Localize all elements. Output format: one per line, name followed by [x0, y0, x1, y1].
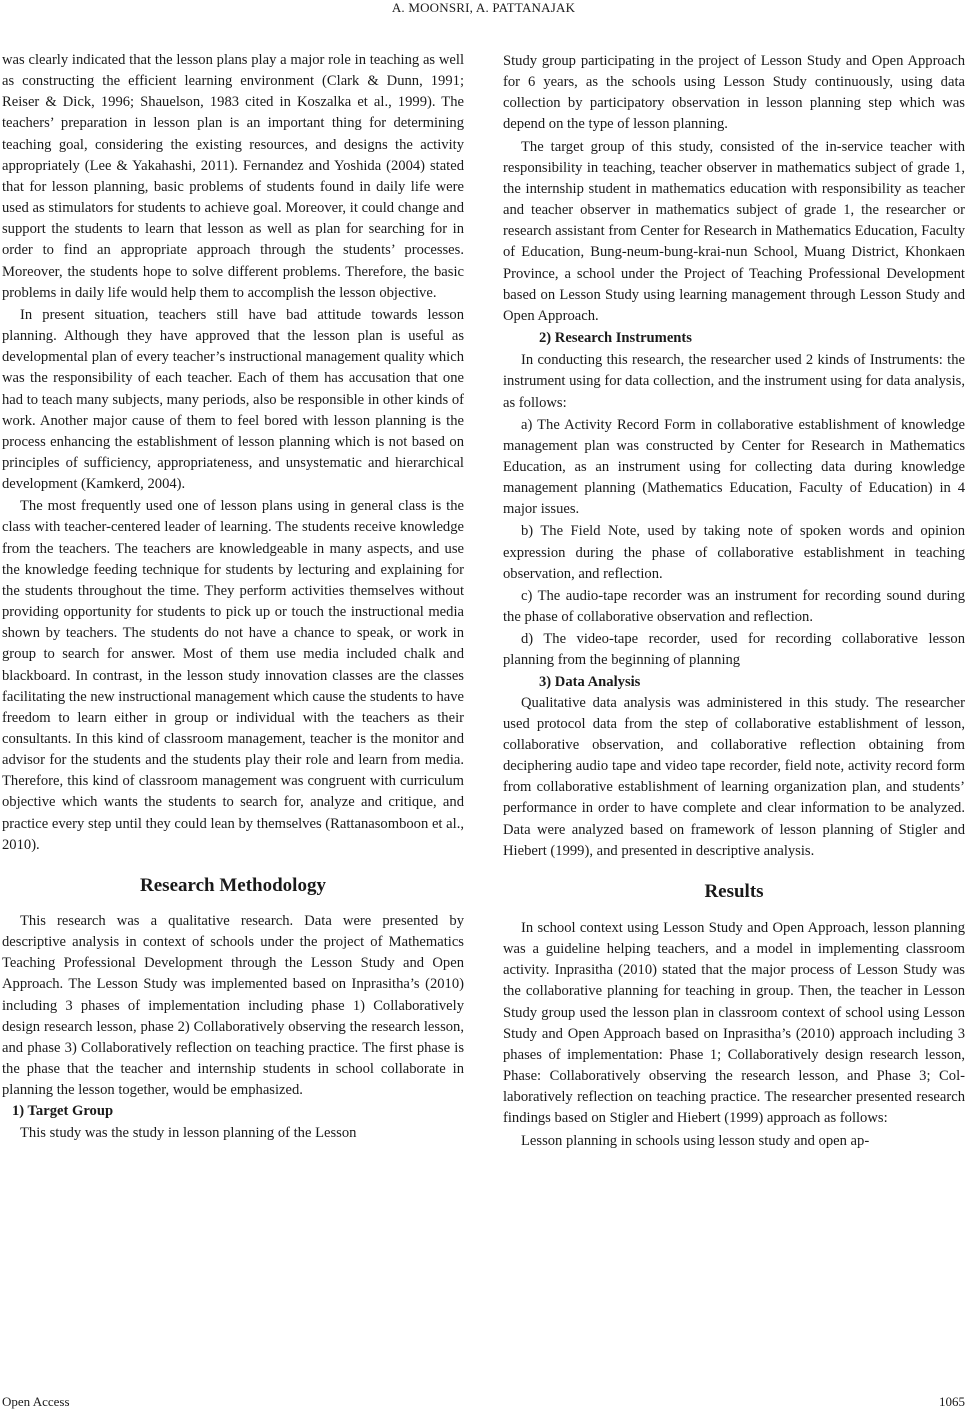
paragraph: In conducting this research, the researcher used 2 kinds of Instruments: the instrument using for data collection, and the instrument using for data analysis, as follows:: [503, 352, 965, 411]
paragraph: d) The video-tape recorder, used for recording collaborative lesson planning from the beginning of planning: [503, 631, 965, 669]
section-heading-research-methodology: Research Methodology: [140, 874, 326, 896]
right-column: [503, 51, 965, 1152]
section-heading-results: Results: [704, 880, 764, 902]
paragraph: b) The Field Note, used by taking note of spoken words and opinion expression during the phase of collaborative establishment in teaching observation, and reflection.: [503, 523, 965, 582]
page-number: 1065: [939, 1394, 965, 1409]
paragraph: Lesson planning in schools using lesson study and open ap-: [521, 1132, 870, 1149]
paragraph: In school context using Lesson Study and Open Approach, lesson planning was a guideline helping teachers, and a model in implementing classroom activity. Inprasitha (2010) stated that the major process of Lesson Study was the collaborative planning for teaching in group. Then, the teacher in Lesson Study group used the lesson plan in classroom context of school using Lesson Study and Open Approach based on Inprasitha’s (2010) approach including 3 phases of implementation: Phase 1; Collaboratively design research lesson, Phase: Collaboratively observing the research lesson, and Phase 3; Collaboratively reflection on teaching practice. The researcher presented research findings based on Stigler and Hiebert (1999) approach as follows:: [503, 919, 965, 1127]
paragraph: Study group participating in the project of Lesson Study and Open Approach for 6 years, as the schools using Lesson Study continuously, using data collection by participatory observation in lesson planning step which was depend on the type of lesson planning.: [503, 53, 965, 133]
subheading-target-group: 1) Target Group: [12, 1103, 114, 1120]
paragraph: The target group of this study, consisted of the in-service teacher with responsibility in teaching, teacher observer in mathematics subject of grade 1, the internship student in mathematics education with responsibility as teacher and teacher observer in mathematics subject of grade 1, the researcher or research assistant from Center for Research in Mathematics Education, Faculty of Education, Bung-neum-bung-krai-nun School, Muang District, Khonkaen Province, a school under the Project of Teaching Professional Development based on Lesson Study using learning management through Lesson Study and Open Approach.: [503, 138, 965, 324]
paragraph: a) The Activity Record Form in collaborative establishment of knowledge management plan was constructed by Center for Research in Mathematics Education, as an instrument using for collecting data during knowledge management planning (Mathematics Education, Faculty of Education) in 4 major issues.: [503, 416, 965, 518]
left-column: [2, 50, 464, 1144]
paragraph: In present situation, teachers still have bad attitude towards lesson planning. Although they have approved that the lesson plan is useful as developmental plan of every teacher’s instructional management quality which was the responsibility of each teacher. Each of them has accusation that one had to teach many subjects, many periods, also be responsible in other kinds of work. Another major cause of them to feel bored with lesson planning is the process enhancing the establishment of lesson planning which is not based on principles of sufficiency, appropriateness, and unsystematic and hierarchical development (Kamkerd, 2004).: [2, 306, 464, 493]
paragraph: c) The audio-tape recorder was an instrument for recording sound during the phase of collaborative observation and reflection.: [503, 587, 965, 626]
paragraph: This research was a qualitative research. Data were presented by descriptive analysis in context of schools under the project of Mathematics Teaching Professional Development through the Lesson Study and Open Approach. The Lesson Study was implemented based on Inprasitha’s (2010) including 3 phases of implementation including phase 1) Collaboratively design research lesson, phase 2) Collaboratively observing the research lesson, and phase 3) Collaboratively reflection on teaching practice. The first phase is the phase that the teacher and internship students in school collaborate in planning the lesson together, would be emphasized.: [2, 912, 464, 1099]
footer-open-access: Open Access: [2, 1394, 70, 1409]
paragraph: was clearly indicated that the lesson plans play a major role in teaching as well as constructing the efficient learning environment (Clark & Dunn, 1991; Reiser & Dick, 1996; Shauelson, 1983 cited in Koszalka et al., 1999). The teachers’ preparation in lesson plan is an important thing for determining teaching goal, considering the existing resources, and designs the activity appropriately (Lee & Yakahashi, 2011). Fernandez and Yoshida (2004) stated that for lesson planning, basic problems of students found in daily life were used as stimulators for students to achieve goal. Moreover, it could change and support the students to learn that lesson as well as plan for searching for in order to find an appropriate approach through the students’ processes. Moreover, the students hope to solve different problems. Therefore, the basic problems in daily life would help them to accomplish the lesson objective.: [2, 52, 464, 301]
paragraph: This study was the study in lesson planning of the Lesson: [20, 1124, 357, 1141]
running-head: A. MOONSRI, A. PATTANAJAK: [391, 0, 576, 15]
subheading-data-analysis: 3) Data Analysis: [539, 673, 641, 690]
paragraph: The most frequently used one of lesson plans using in general class is the class with teacher-centered leader of learning. The students receive knowledge from the teachers. The teachers are knowledgeable in many aspects, and use the knowledge feeding technique for students by lecturing and explaining for the students throughout the time. They perform activities themselves without providing opportunity for students to pick up or touch the instructional media shown by teachers. The students do not have a chance to speak, or work in group to search for answer. Most of them use media included chalk and blackboard. In contrast, in the lesson study innovation classes are the classes facilitating the new instructional management which cause the students to have freedom to learn either in group or individual with the teachers as their consultants. In this kind of classroom management, teacher is the monitor and advisor for the students and the students play their role and learn from media. Therefore, this kind of classroom management was congruent with curriculum objective which wants the students to search for, analyze and critique, and practice every step until they could lean by themselves (Rattanasomboon et al., 2010).: [2, 498, 464, 853]
subheading-research-instruments: 2) Research Instruments: [539, 330, 692, 347]
paragraph: Qualitative data analysis was administered in this study. The researcher used protocol data from the step of collaborative establishment of lesson, collaborative observation, and collaborative reflection obtaining from deciphering audio tape and video tape recorder, field note, activity record form from collaborative establishment of learning organization plan, and students’ performance in order to have complete and clear information to be analyzed. Data were analyzed based on framework of lesson planning of Stigler and Hiebert (1999), and presented in descriptive analysis.: [503, 694, 965, 859]
